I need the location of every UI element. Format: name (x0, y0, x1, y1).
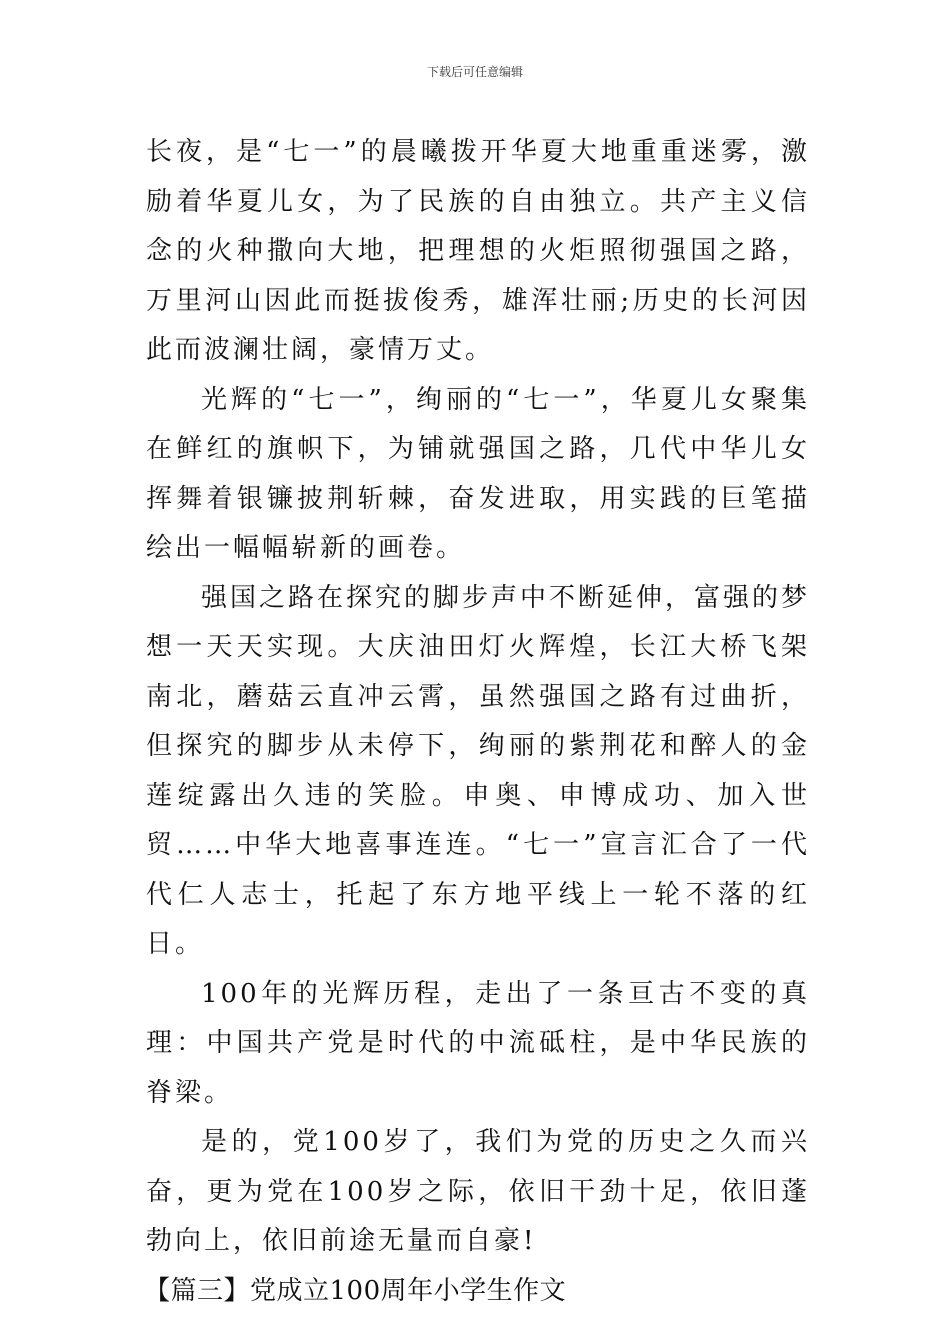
document-body (146, 128, 810, 1316)
section-heading: 【篇三】党成立100周年小学生作文 (144, 1275, 567, 1306)
page-header: 下载后可任意编辑 (426, 65, 523, 79)
paragraph-4: 100年的光辉历程，走出了一条亘古不变的真理：中国共产党是时代的中流砥柱，是中华民族的脊梁。 (146, 978, 810, 1108)
paragraph-2: 光辉的“七一”，绚丽的“七一”，华夏儿女聚集在鲜红的旗帜下，为铺就强国之路，几代中华儿女挥舞着银镰披荆斩棘，奋发进取，用实践的巨笔描绘出一幅幅崭新的画卷。 (146, 384, 810, 563)
paragraph-3: 强国之路在探究的脚步声中不断延伸，富强的梦想一天天实现。大庆油田灯火辉煌，长江大桥飞架南北，蘑菇云直冲云霄，虽然强国之路有过曲折，但探究的脚步从未停下，绚丽的紫荆花和醉人的金莲绽露出久违的笑脸。申奥、申博成功、加入世贸……中华大地喜事连连。“七一”宣言汇合了一代代仁人志士，托起了东方地平线上一轮不落的红日。 (146, 582, 811, 959)
paragraph-1: 长夜，是“七一”的晨曦拨开华夏大地重重迷雾，激励着华夏儿女，为了民族的自由独立。共产主义信念的火种撒向大地，把理想的火炬照彻强国之路，万里河山因此而挺拔俊秀，雄浑壮丽;历史的长河因此而波澜壮阔，豪情万丈。 (146, 137, 810, 365)
paragraph-5: 是的，党100岁了，我们为党的历史之久而兴奋，更为党在100岁之际，依旧干劲十足，依旧蓬勃向上，依旧前途无量而自豪! (146, 1127, 810, 1256)
